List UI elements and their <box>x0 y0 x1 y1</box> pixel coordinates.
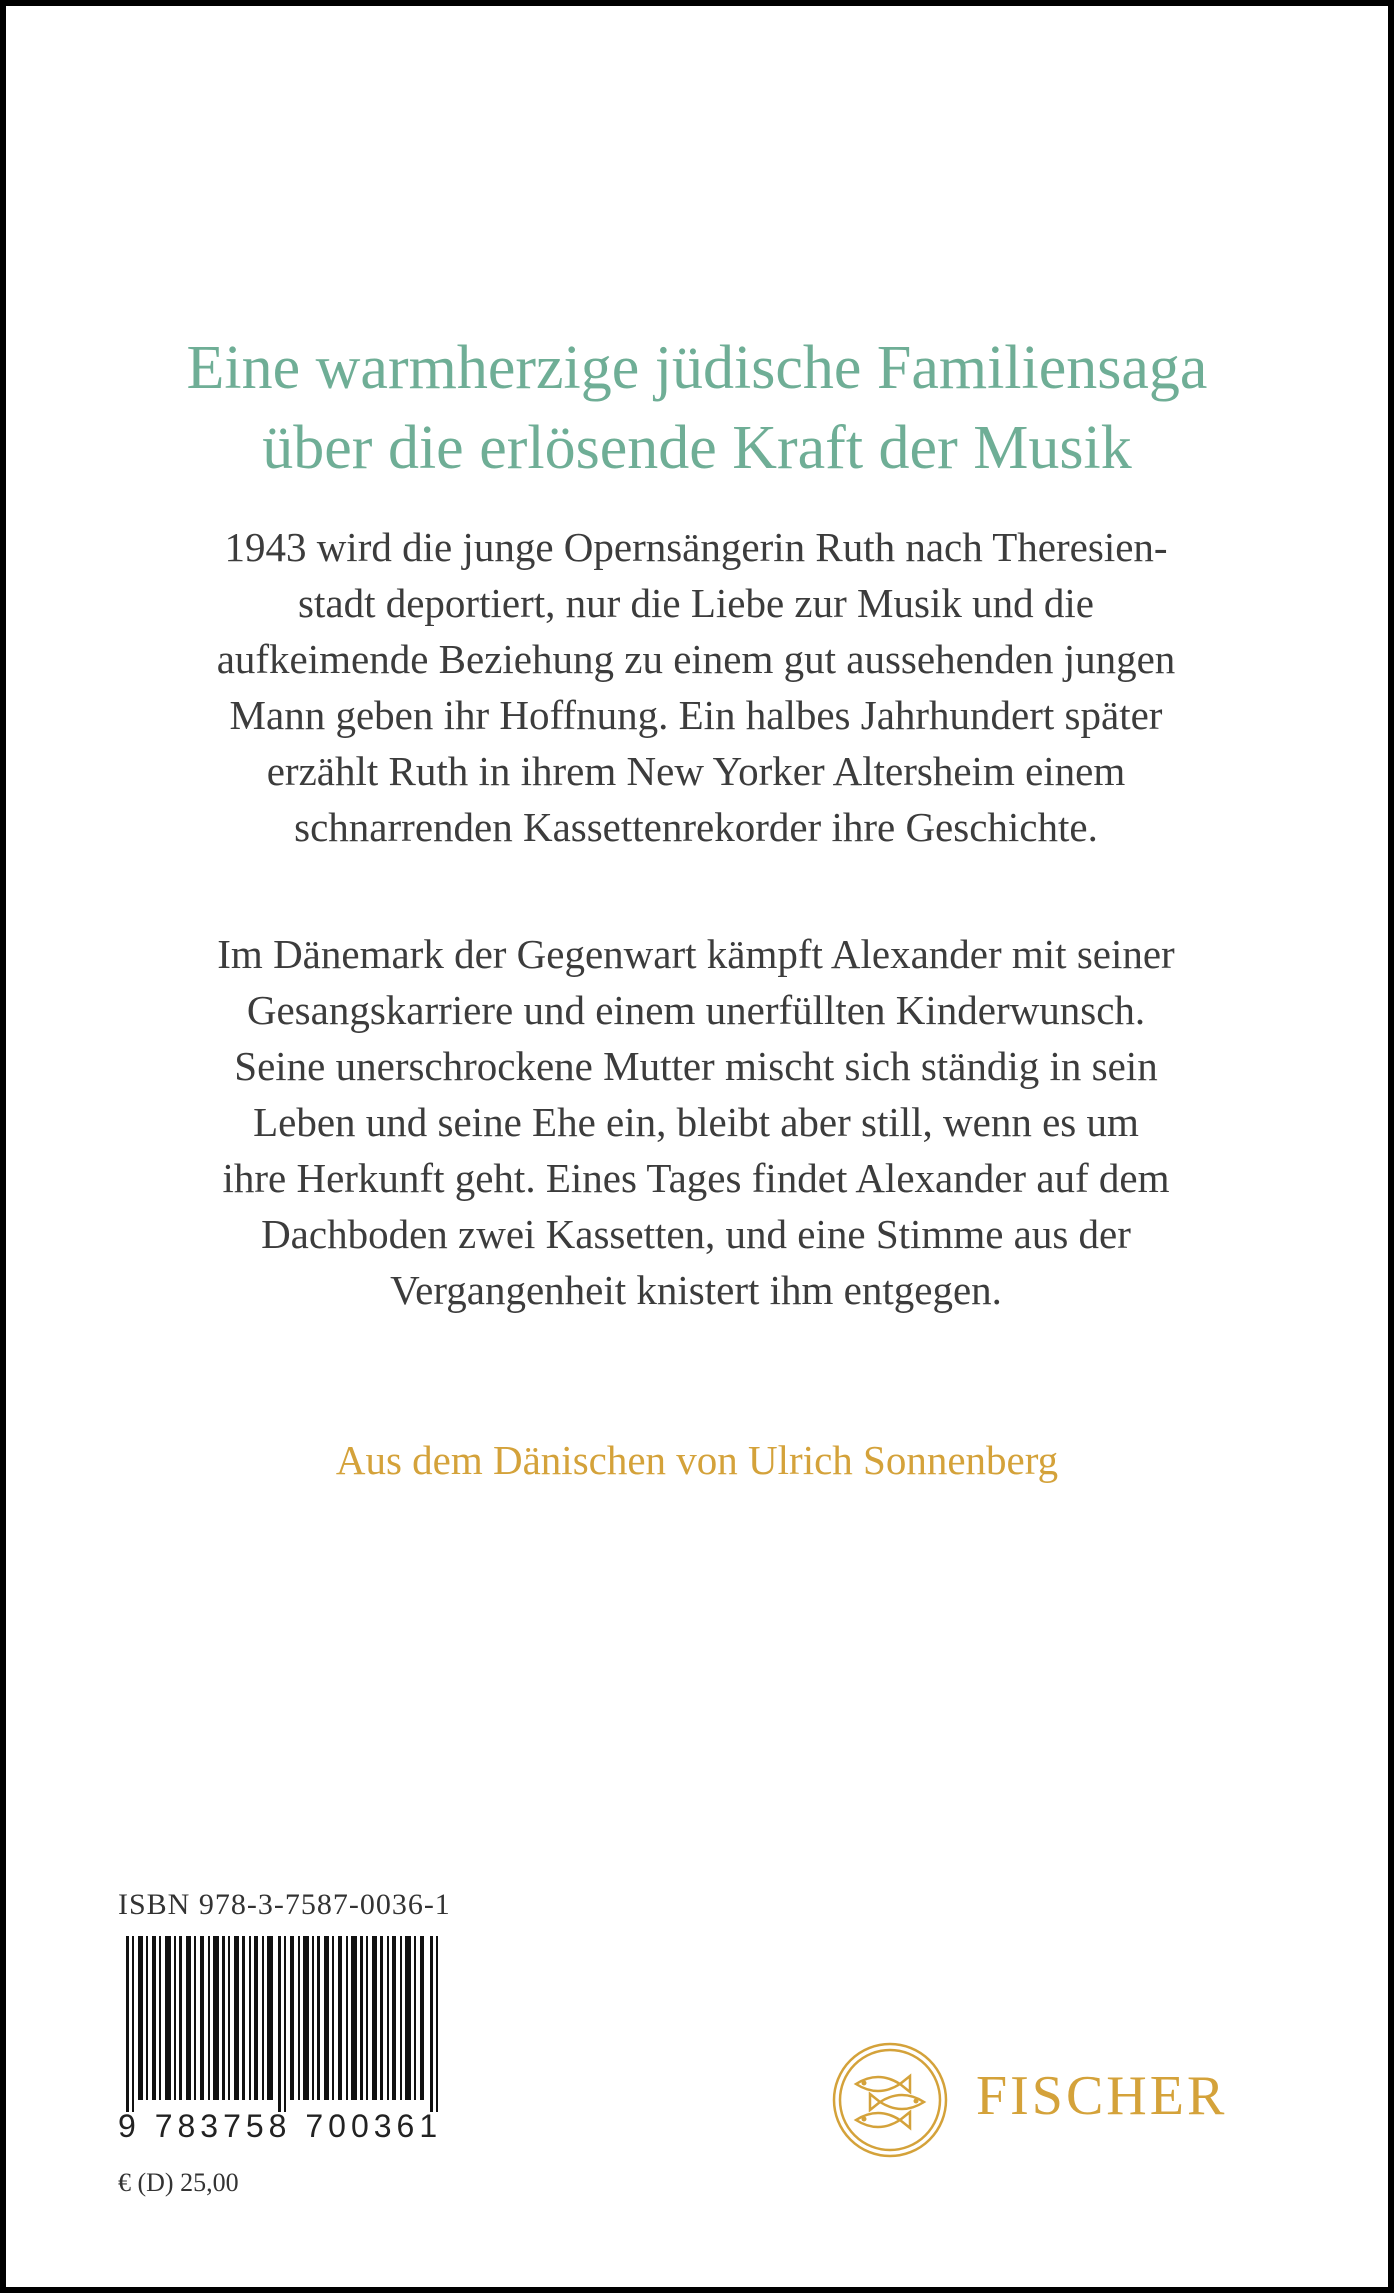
blurb-line: 1943 wird die junge Opernsängerin Ruth nach Theresien- <box>224 524 1168 570</box>
tagline-line-2: über die erlösende Kraft der Musik <box>262 414 1132 482</box>
blurb-line: stadt deportiert, nur die Liebe zur Musik und die <box>298 580 1094 626</box>
blurb-line: aufkeimende Beziehung zu einem gut aussehenden jungen <box>216 636 1176 682</box>
book-back-cover <box>6 6 1388 2287</box>
price: € (D) 25,00 <box>118 2168 239 2197</box>
blurb-line: Im Dänemark der Gegenwart kämpft Alexander mit seiner <box>217 931 1175 977</box>
fischer-fish-logo-icon <box>830 2040 950 2160</box>
tagline <box>6 328 1388 488</box>
blurb-line: Dachboden zwei Kassetten, und eine Stimme aus der <box>261 1211 1131 1257</box>
isbn-number: ISBN 978-3-7587-0036-1 <box>118 1888 451 1921</box>
blurb-line: Leben und seine Ehe ein, bleibt aber still, wenn es um <box>253 1099 1139 1145</box>
barcode-icon <box>118 1936 454 2112</box>
blurb-line: Vergangenheit knistert ihm entgegen. <box>390 1267 1002 1313</box>
blurb-line: schnarrenden Kassettenrekorder ihre Geschichte. <box>294 804 1098 850</box>
publisher-name: FISCHER <box>976 2065 1228 2127</box>
blurb-paragraph-2 <box>96 926 1296 1318</box>
barcode-digits: 9 783758 700361 <box>118 2108 443 2144</box>
blurb-line: erzählt Ruth in ihrem New Yorker Altersheim einem <box>266 748 1126 794</box>
blurb-paragraph-1 <box>96 519 1296 855</box>
blurb-line: Gesangskarriere und einem unerfüllten Kinderwunsch. <box>246 987 1146 1033</box>
translator-credit: Aus dem Dänischen von Ulrich Sonnenberg <box>335 1437 1059 1483</box>
blurb-line: ihre Herkunft geht. Eines Tages findet Alexander auf dem <box>222 1155 1170 1201</box>
blurb-line: Seine unerschrockene Mutter mischt sich ständig in sein <box>234 1043 1158 1089</box>
blurb-line: Mann geben ihr Hoffnung. Ein halbes Jahrhundert später <box>229 692 1163 738</box>
tagline-line-1: Eine warmherzige jüdische Familiensaga <box>186 334 1208 402</box>
